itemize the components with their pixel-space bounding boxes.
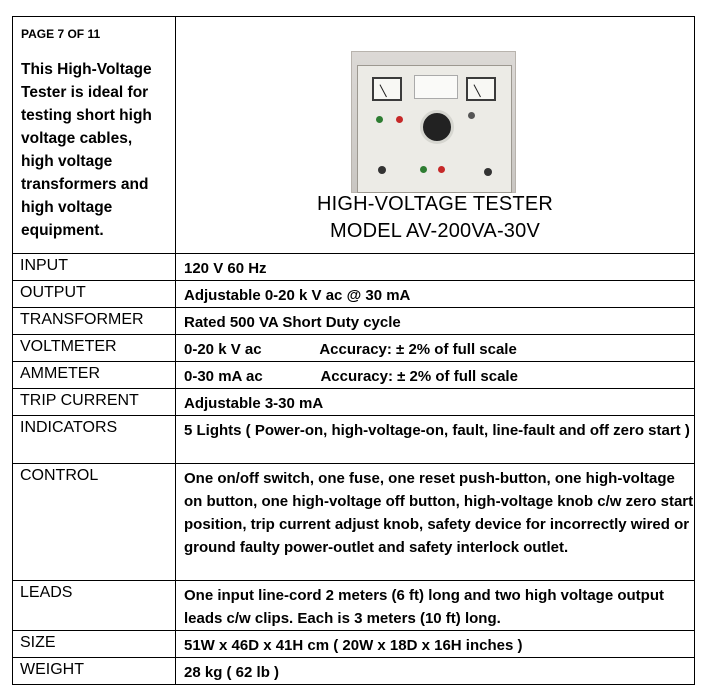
spec-row bbox=[13, 581, 695, 631]
spec-value: 28 kg ( 62 lb ) bbox=[176, 658, 695, 685]
header-row bbox=[13, 17, 695, 254]
intro-text: This High-Voltage Tester is ideal for testing short high voltage cables, high voltage transformers and high voltage equipment. bbox=[21, 61, 152, 239]
spec-value: Adjustable 0-20 k V ac @ 30 mA bbox=[176, 281, 695, 308]
spec-row bbox=[13, 658, 695, 685]
nameplate bbox=[414, 75, 458, 99]
spec-label: INDICATORS bbox=[13, 416, 176, 464]
spec-value: 51W x 46D x 41H cm ( 20W x 18D x 16H inches ) bbox=[176, 631, 695, 658]
spec-sheet-table bbox=[12, 16, 695, 685]
spec-label: OUTPUT bbox=[13, 281, 176, 308]
spec-label: TRIP CURRENT bbox=[13, 389, 176, 416]
spec-value bbox=[176, 362, 695, 389]
voltage-knob-icon bbox=[420, 110, 454, 144]
tester-front-panel bbox=[357, 65, 512, 193]
spec-label: VOLTMETER bbox=[13, 335, 176, 362]
spec-value: 5 Lights ( Power-on, high-voltage-on, fault, line-fault and off zero start ) bbox=[176, 416, 695, 464]
spec-label: SIZE bbox=[13, 631, 176, 658]
product-photo bbox=[351, 51, 516, 193]
hv-off-button-icon bbox=[438, 166, 445, 173]
page-label: PAGE 7 OF 11 bbox=[21, 27, 101, 41]
spec-label: WEIGHT bbox=[13, 658, 176, 685]
reset-button-icon bbox=[484, 168, 492, 176]
spec-label: CONTROL bbox=[13, 464, 176, 581]
spec-label: AMMETER bbox=[13, 362, 176, 389]
spec-value: Adjustable 3-30 mA bbox=[176, 389, 695, 416]
product-model: MODEL AV-200VA-30V bbox=[330, 220, 540, 242]
ammeter-dial-icon bbox=[466, 77, 496, 101]
spec-row bbox=[13, 362, 695, 389]
spec-row bbox=[13, 335, 695, 362]
spec-row bbox=[13, 389, 695, 416]
spec-row bbox=[13, 464, 695, 581]
red-lamp-icon bbox=[396, 116, 403, 123]
spec-label: LEADS bbox=[13, 581, 176, 631]
intro-cell bbox=[13, 17, 176, 254]
green-lamp-icon bbox=[376, 116, 383, 123]
spec-label: TRANSFORMER bbox=[13, 308, 176, 335]
spec-value: One input line-cord 2 meters (6 ft) long and two high voltage output leads c/w clips. Each is 3 meters (10 ft) long. bbox=[176, 581, 695, 631]
spec-row bbox=[13, 281, 695, 308]
spec-row bbox=[13, 254, 695, 281]
spec-value bbox=[176, 335, 695, 362]
spec-value-text: 0-20 k V ac Accuracy: ± 2% of full scale bbox=[184, 341, 517, 358]
spec-label: INPUT bbox=[13, 254, 176, 281]
voltmeter-dial-icon bbox=[372, 77, 402, 101]
trip-knob-icon bbox=[468, 112, 475, 119]
product-title: HIGH-VOLTAGE TESTER bbox=[316, 193, 554, 215]
spec-row bbox=[13, 416, 695, 464]
spec-row bbox=[13, 631, 695, 658]
spec-row bbox=[13, 308, 695, 335]
switch-icon bbox=[378, 166, 386, 174]
spec-value: 120 V 60 Hz bbox=[176, 254, 695, 281]
spec-value: One on/off switch, one fuse, one reset push-button, one high-voltage on button, one high-voltage off button, high-voltage knob c/w zero start position, trip current adjust knob, safety device for incorrectly wired or ground faulty power-outlet and safety interlock outlet. bbox=[176, 464, 695, 581]
product-cell bbox=[176, 17, 695, 254]
spec-value-text: 0-30 mA ac Accuracy: ± 2% of full scale bbox=[184, 368, 518, 385]
spec-value: Rated 500 VA Short Duty cycle bbox=[176, 308, 695, 335]
hv-on-button-icon bbox=[420, 166, 427, 173]
